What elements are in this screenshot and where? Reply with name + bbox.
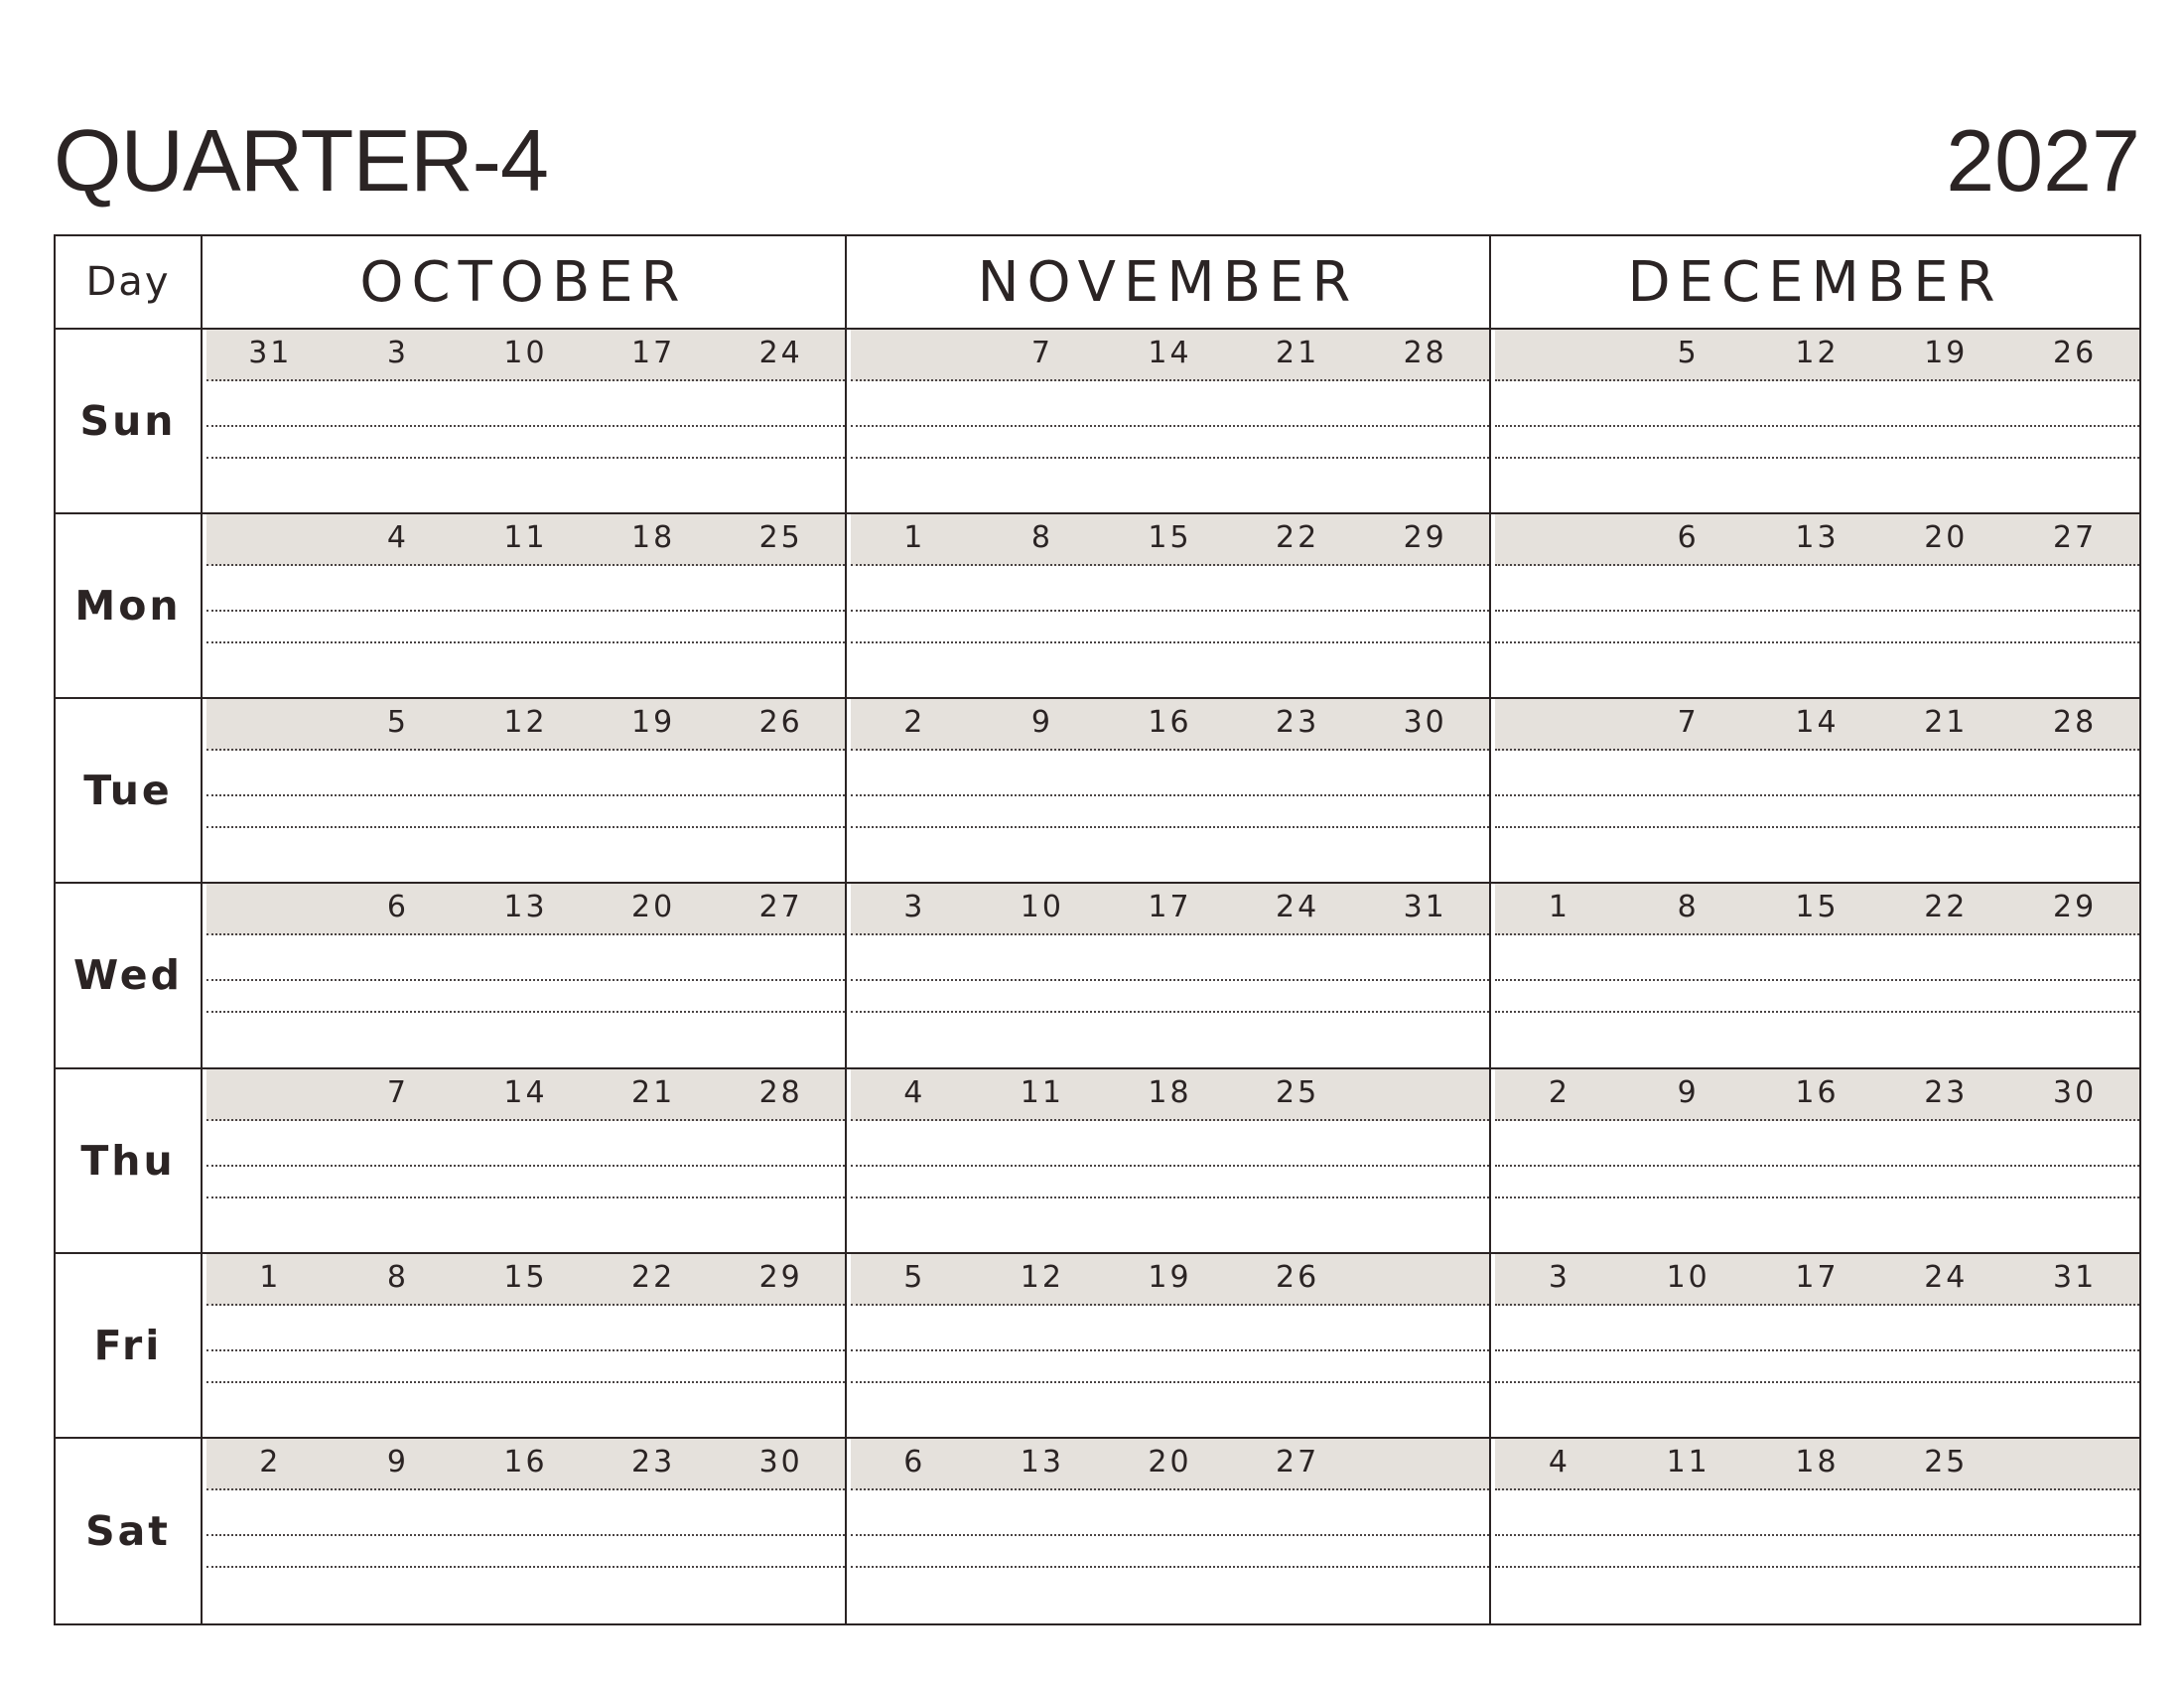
- date-number: 18: [1148, 1074, 1192, 1110]
- date-number: 20: [1924, 520, 1969, 556]
- month-header-october: OCTOBER: [203, 236, 847, 330]
- writing-line: [206, 826, 845, 828]
- date-band: [1495, 1254, 2139, 1306]
- date-number: 7: [1030, 336, 1053, 370]
- date-number: 24: [1275, 890, 1320, 925]
- date-number: 29: [2052, 890, 2098, 925]
- date-band: [206, 514, 845, 566]
- date-number: 20: [1148, 1444, 1192, 1479]
- writing-line: [206, 979, 845, 981]
- date-number: [1361, 1439, 1489, 1488]
- writing-line: [206, 1196, 845, 1198]
- day-label-tue: Tue: [56, 699, 203, 884]
- date-number: 23: [1275, 705, 1320, 741]
- date-number: 11: [1020, 1074, 1064, 1110]
- date-number: 5: [1677, 336, 1700, 370]
- date-number: 8: [1030, 520, 1053, 556]
- writing-line: [206, 1566, 845, 1568]
- date-number: 19: [1924, 336, 1969, 370]
- date-band: [206, 1439, 845, 1490]
- date-number: 21: [1924, 705, 1969, 741]
- date-number: 25: [758, 520, 803, 556]
- date-number: 6: [903, 1444, 926, 1479]
- writing-line: [206, 1011, 845, 1013]
- date-band: [1495, 330, 2139, 381]
- date-number: 9: [386, 1444, 409, 1479]
- date-number: 30: [1403, 705, 1447, 741]
- cell-sat-november: [847, 1439, 1491, 1623]
- date-number: 12: [1020, 1259, 1064, 1295]
- date-number: [1361, 1254, 1489, 1304]
- date-number: 1: [903, 520, 926, 556]
- date-number: 4: [903, 1074, 926, 1110]
- date-number: [1361, 1069, 1489, 1119]
- writing-line: [1495, 794, 2139, 796]
- writing-line: [1495, 979, 2139, 981]
- writing-line: [851, 979, 1489, 981]
- writing-line: [851, 1566, 1489, 1568]
- date-number: 14: [1795, 705, 1840, 741]
- date-number: 15: [1795, 890, 1840, 925]
- date-number: 2: [1548, 1074, 1570, 1110]
- cell-sat-december: [1491, 1439, 2139, 1623]
- cell-sun-october: [203, 330, 847, 514]
- date-number: 28: [758, 1074, 803, 1110]
- date-number: 8: [386, 1259, 409, 1295]
- writing-line: [851, 1196, 1489, 1198]
- date-number: 13: [1020, 1444, 1064, 1479]
- writing-line: [206, 1381, 845, 1383]
- date-number: 17: [1148, 890, 1192, 925]
- writing-line: [206, 1349, 845, 1351]
- date-number: 29: [758, 1259, 803, 1295]
- writing-line: [206, 425, 845, 427]
- date-number: 27: [758, 890, 803, 925]
- date-band: [1495, 1439, 2139, 1490]
- date-number: 10: [503, 336, 548, 370]
- date-number: 4: [386, 520, 409, 556]
- date-number: 26: [758, 705, 803, 741]
- date-number: 28: [2052, 705, 2098, 741]
- date-number: 12: [1795, 336, 1840, 370]
- date-number: 24: [1924, 1259, 1969, 1295]
- writing-line: [1495, 1534, 2139, 1536]
- cell-sun-december: [1491, 330, 2139, 514]
- date-number: 27: [1275, 1444, 1320, 1479]
- date-number: 2: [903, 705, 926, 741]
- writing-line: [206, 794, 845, 796]
- date-number: 10: [1666, 1259, 1710, 1295]
- date-number: 31: [2052, 1259, 2098, 1295]
- date-number: 31: [1403, 890, 1447, 925]
- date-number: 3: [903, 890, 926, 925]
- date-band: [851, 514, 1489, 566]
- date-number: [851, 330, 979, 379]
- cell-tue-december: [1491, 699, 2139, 884]
- date-number: 22: [1275, 520, 1320, 556]
- date-band: [206, 884, 845, 935]
- cell-fri-october: [203, 1254, 847, 1439]
- quarter-calendar-grid: [54, 234, 2141, 1625]
- date-number: [206, 1069, 335, 1119]
- month-header-november: NOVEMBER: [847, 236, 1491, 330]
- cell-thu-november: [847, 1069, 1491, 1254]
- date-number: 3: [386, 336, 409, 370]
- writing-line: [1495, 425, 2139, 427]
- date-number: 17: [1795, 1259, 1840, 1295]
- date-number: 27: [2052, 520, 2098, 556]
- cell-wed-december: [1491, 884, 2139, 1068]
- date-number: 9: [1677, 1074, 1700, 1110]
- date-number: 13: [503, 890, 548, 925]
- date-number: 14: [1148, 336, 1192, 370]
- writing-line: [1495, 1011, 2139, 1013]
- writing-line: [1495, 1381, 2139, 1383]
- date-number: [206, 699, 335, 749]
- date-number: 31: [248, 336, 293, 370]
- cell-thu-december: [1491, 1069, 2139, 1254]
- date-band: [851, 699, 1489, 751]
- date-number: 23: [630, 1444, 676, 1479]
- date-number: 11: [1666, 1444, 1710, 1479]
- date-number: 24: [758, 336, 803, 370]
- writing-line: [206, 1534, 845, 1536]
- date-band: [206, 699, 845, 751]
- date-number: 19: [1148, 1259, 1192, 1295]
- writing-line: [1495, 1349, 2139, 1351]
- date-number: 12: [503, 705, 548, 741]
- date-band: [851, 1254, 1489, 1306]
- date-number: 15: [1148, 520, 1192, 556]
- writing-line: [851, 425, 1489, 427]
- date-number: 30: [2052, 1074, 2098, 1110]
- cell-mon-november: [847, 514, 1491, 699]
- writing-line: [851, 826, 1489, 828]
- date-band: [851, 884, 1489, 935]
- day-label-mon: Mon: [56, 514, 203, 699]
- date-band: [206, 330, 845, 381]
- date-number: 6: [386, 890, 409, 925]
- date-band: [851, 330, 1489, 381]
- date-band: [1495, 1069, 2139, 1121]
- cell-wed-november: [847, 884, 1491, 1068]
- date-number: 19: [630, 705, 676, 741]
- month-header-december: DECEMBER: [1491, 236, 2139, 330]
- writing-line: [1495, 457, 2139, 459]
- date-number: [206, 884, 335, 933]
- writing-line: [851, 1534, 1489, 1536]
- cell-mon-october: [203, 514, 847, 699]
- date-number: [2010, 1439, 2139, 1488]
- writing-line: [1495, 610, 2139, 612]
- page-title: QUARTER-4: [54, 111, 548, 210]
- date-band: [851, 1069, 1489, 1121]
- writing-line: [851, 1011, 1489, 1013]
- day-column-header: Day: [56, 236, 203, 330]
- cell-tue-october: [203, 699, 847, 884]
- day-label-wed: Wed: [56, 884, 203, 1068]
- date-number: 4: [1548, 1444, 1570, 1479]
- date-number: 15: [503, 1259, 548, 1295]
- date-number: 25: [1924, 1444, 1969, 1479]
- writing-line: [1495, 1196, 2139, 1198]
- date-number: 26: [1275, 1259, 1320, 1295]
- day-label-sat: Sat: [56, 1439, 203, 1623]
- date-number: 25: [1275, 1074, 1320, 1110]
- date-number: 7: [386, 1074, 409, 1110]
- writing-line: [851, 641, 1489, 643]
- date-number: 20: [630, 890, 676, 925]
- writing-line: [851, 1165, 1489, 1167]
- cell-fri-december: [1491, 1254, 2139, 1439]
- date-number: 7: [1677, 705, 1700, 741]
- date-number: 22: [1924, 890, 1969, 925]
- cell-wed-october: [203, 884, 847, 1068]
- date-number: [1495, 330, 1624, 379]
- date-number: 1: [259, 1259, 282, 1295]
- date-number: 17: [630, 336, 676, 370]
- date-band: [206, 1069, 845, 1121]
- writing-line: [851, 457, 1489, 459]
- writing-line: [206, 610, 845, 612]
- writing-line: [1495, 1566, 2139, 1568]
- date-number: 18: [1795, 1444, 1840, 1479]
- cell-sat-october: [203, 1439, 847, 1623]
- date-number: 9: [1030, 705, 1053, 741]
- date-number: 16: [503, 1444, 548, 1479]
- date-number: 2: [259, 1444, 282, 1479]
- date-number: 21: [1275, 336, 1320, 370]
- date-number: 3: [1548, 1259, 1570, 1295]
- cell-fri-november: [847, 1254, 1491, 1439]
- writing-line: [206, 641, 845, 643]
- date-band: [851, 1439, 1489, 1490]
- date-number: 5: [903, 1259, 926, 1295]
- cell-mon-december: [1491, 514, 2139, 699]
- date-number: 5: [386, 705, 409, 741]
- date-number: 14: [503, 1074, 548, 1110]
- writing-line: [1495, 641, 2139, 643]
- cell-sun-november: [847, 330, 1491, 514]
- day-label-fri: Fri: [56, 1254, 203, 1439]
- date-number: 23: [1924, 1074, 1969, 1110]
- date-band: [1495, 514, 2139, 566]
- date-number: 29: [1403, 520, 1447, 556]
- cell-thu-october: [203, 1069, 847, 1254]
- writing-line: [206, 457, 845, 459]
- date-number: 30: [758, 1444, 803, 1479]
- date-number: 16: [1148, 705, 1192, 741]
- day-label-thu: Thu: [56, 1069, 203, 1254]
- writing-line: [851, 794, 1489, 796]
- writing-line: [851, 1381, 1489, 1383]
- date-number: 11: [503, 520, 548, 556]
- date-number: 13: [1795, 520, 1840, 556]
- date-number: 16: [1795, 1074, 1840, 1110]
- date-band: [1495, 884, 2139, 935]
- date-number: [1495, 699, 1624, 749]
- writing-line: [1495, 826, 2139, 828]
- date-number: 21: [630, 1074, 676, 1110]
- date-number: 18: [630, 520, 676, 556]
- date-number: 8: [1677, 890, 1700, 925]
- date-number: 1: [1548, 890, 1570, 925]
- date-number: 6: [1677, 520, 1700, 556]
- writing-line: [206, 1165, 845, 1167]
- writing-line: [851, 610, 1489, 612]
- date-band: [1495, 699, 2139, 751]
- date-number: [206, 514, 335, 564]
- date-number: 26: [2052, 336, 2098, 370]
- date-number: 10: [1020, 890, 1064, 925]
- day-label-sun: Sun: [56, 330, 203, 514]
- date-number: 28: [1403, 336, 1447, 370]
- year-label: 2027: [1946, 111, 2140, 210]
- date-number: [1495, 514, 1624, 564]
- writing-line: [851, 1349, 1489, 1351]
- date-band: [206, 1254, 845, 1306]
- writing-line: [1495, 1165, 2139, 1167]
- date-number: 22: [630, 1259, 676, 1295]
- cell-tue-november: [847, 699, 1491, 884]
